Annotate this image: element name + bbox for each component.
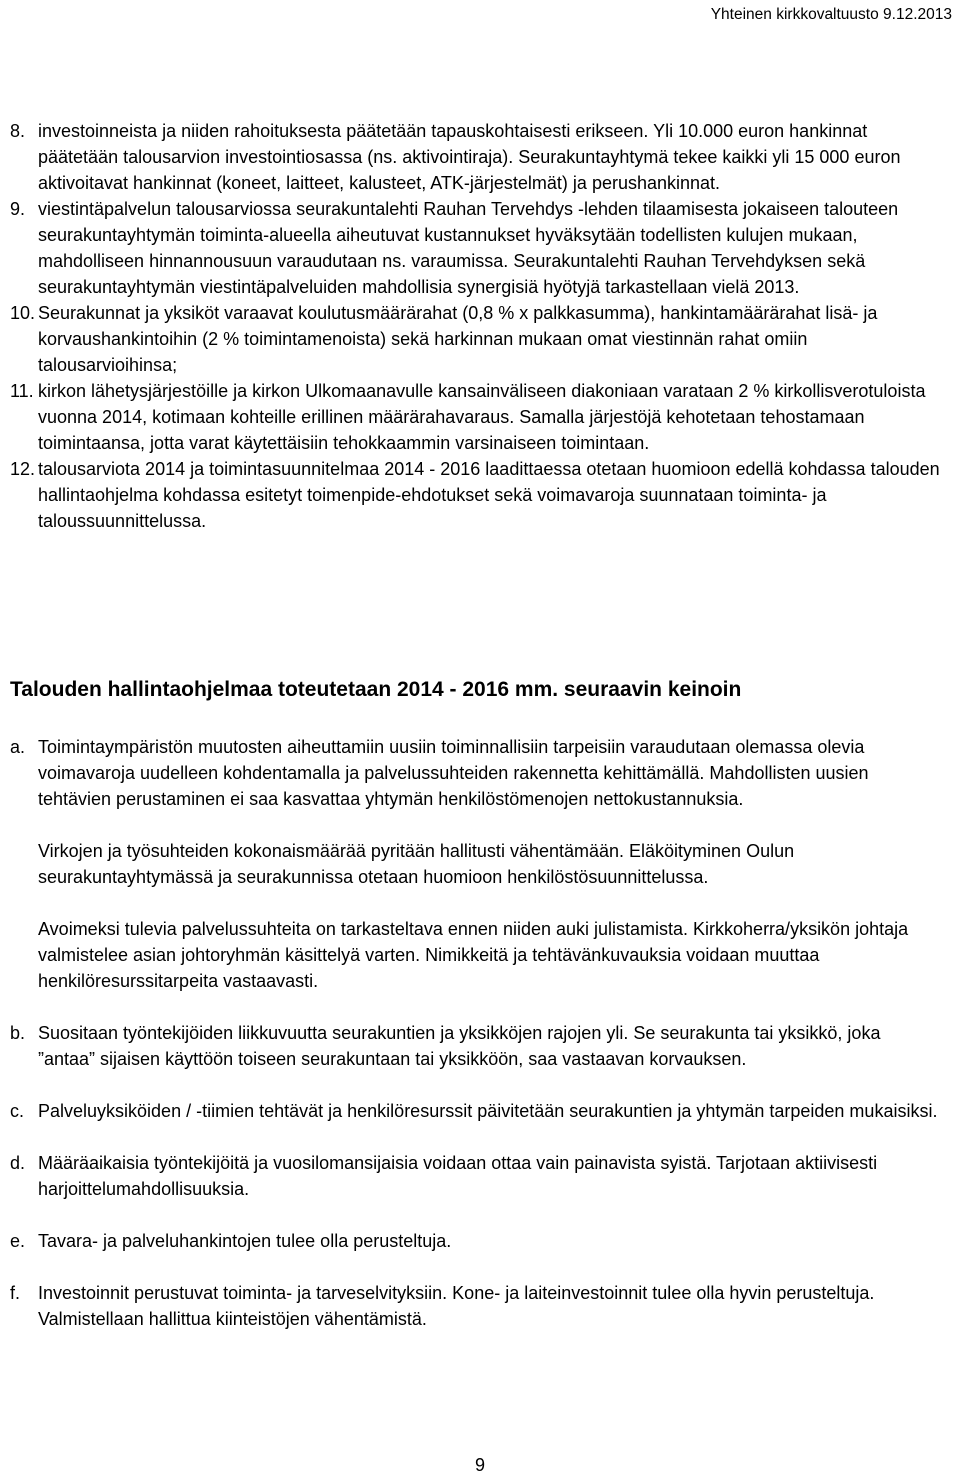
item-label: d. <box>10 1153 26 1173</box>
numbered-list <box>10 118 940 534</box>
list-item <box>10 1098 940 1124</box>
item-label: f. <box>10 1283 21 1303</box>
page-number: 9 <box>474 1455 485 1475</box>
item-text: kirkon lähetysjärjestöille ja kirkon Ulkomaanavulle kansainväliseen diakoniaan varataan 2 % kirkollisverotuloista vuonna 2014, kotimaan kohteille erillinen määrärahavaraus. Samalla järjestöjä kehotetaan tehostamaan toimintaansa, jotta varat käytettäisiin tehokkaammin varsinaiseen toimintaan. <box>38 381 926 453</box>
paragraph: Palveluyksiköiden / -tiimien tehtävät ja henkilöresurssit päivitetään seurakuntien ja yhtymän tarpeiden mukaisiksi. <box>38 1101 938 1121</box>
paragraph: Investoinnit perustuvat toiminta- ja tarveselvityksiin. Kone- ja laiteinvestoinnit tulee olla hyvin perusteltuja. Valmistellaan hallittua kiinteistöjen vähentämistä. <box>38 1283 875 1329</box>
lettered-list <box>10 734 940 1332</box>
item-body <box>38 1098 940 1124</box>
item-label: a. <box>10 737 26 757</box>
paragraph: Avoimeksi tulevia palvelussuhteita on tarkasteltava ennen niiden auki julistamista. Kirkkoherra/yksikön johtaja valmistelee asian johtoryhmän käsittelyä varten. Nimikkeitä ja tehtävänkuvauksia voidaan muuttaa henkilöresurssitarpeita vastaavasti. <box>38 919 909 991</box>
paragraph: Suositaan työntekijöiden liikkuvuutta seurakuntien ja yksikköjen rajojen yli. Se seurakunta tai yksikkö, joka ”antaa” sijaisen käyttöön toiseen seurakuntaan tai yksikköön, saa vastaavan korvauksen. <box>38 1023 881 1069</box>
item-number: 12. <box>10 459 36 479</box>
list-item <box>10 734 940 994</box>
section-heading: Talouden hallintaohjelmaa toteutetaan 2014 - 2016 mm. seuraavin keinoin <box>10 678 742 701</box>
list-item <box>10 456 940 534</box>
item-text: Seurakunnat ja yksiköt varaavat koulutusmäärärahat (0,8 % x palkkasumma), hankintamäärärahat lisä- ja korvaushankintoihin (2 % toimintamenoista) sekä harkinnan mukaan omat viestinnän rahat omiin talousarvioihinsa; <box>38 303 878 375</box>
paragraph: Virkojen ja työsuhteiden kokonaismäärää pyritään hallitusti vähentämään. Eläköityminen Oulun seurakuntayhtymässä ja seurakunnissa otetaan huomioon henkilöstösuunnittelussa. <box>38 841 795 887</box>
list-item <box>10 378 940 456</box>
paragraph: Toimintaympäristön muutosten aiheuttamiin uusiin toiminnallisiin tarpeisiin varaudutaan olemassa olevia voimavaroja uudelleen kohdentamalla ja palvelussuhteiden rakennetta kehittämällä. Mahdollisten uusien tehtävien perustaminen ei saa kasvattaa yhtymän henkilöstömenojen nettokustannuksia. <box>38 737 869 809</box>
item-text: investoinneista ja niiden rahoituksesta päätetään tapauskohtaisesti erikseen. Yli 10.000 euron hankinnat päätetään talousarvion investointiosassa (ns. aktivointiraja). Seurakuntayhtymä tekee kaikki yli 15 000 euron aktivoitavat hankinnat (koneet, laitteet, kalusteet, ATK-järjestelmät) ja perushankinnat. <box>38 121 901 193</box>
list-item <box>10 118 940 196</box>
list-item <box>10 300 940 378</box>
item-text: talousarviota 2014 ja toimintasuunnitelmaa 2014 - 2016 laadittaessa otetaan huomioon edellä kohdassa talouden hallintaohjelma kohdassa esitetyt toimenpide-ehdotukset sekä voimavaroja suunnataan toiminta- ja taloussuunnittelussa. <box>38 459 940 531</box>
paragraph: Tavara- ja palveluhankintojen tulee olla perusteltuja. <box>38 1231 452 1251</box>
item-label: c. <box>10 1101 25 1121</box>
list-item <box>10 1150 940 1202</box>
item-body <box>38 1228 940 1254</box>
item-body <box>38 1280 940 1332</box>
list-item <box>10 196 940 300</box>
document-header: Yhteinen kirkkovaltuusto 9.12.2013 <box>710 6 952 23</box>
item-body <box>38 1020 940 1072</box>
item-number: 10. <box>10 303 36 323</box>
paragraph: Määräaikaisia työntekijöitä ja vuosilomansijaisia voidaan ottaa vain painavista syistä. Tarjotaan aktiivisesti harjoittelumahdollisuuksia. <box>38 1153 878 1199</box>
item-label: b. <box>10 1023 26 1043</box>
item-label: e. <box>10 1231 26 1251</box>
list-item <box>10 1020 940 1072</box>
item-text: viestintäpalvelun talousarviossa seurakuntalehti Rauhan Tervehdys -lehden tilaamisesta jokaiseen talouteen seurakuntayhtymän toiminta-alueella aiheutuvat kustannukset hyväksytään todellisten kulujen mukaan, mahdolliseen hinnannousuun varaudutaan ns. varaumissa. Seurakuntalehti Rauhan Tervehdyksen sekä seurakuntayhtymän viestintäpalveluiden mahdollisia synergisiä hyötyjä tarkastellaan vielä 2013. <box>38 199 899 297</box>
item-number: 9. <box>10 199 26 219</box>
item-body <box>38 1150 940 1202</box>
item-number: 8. <box>10 121 26 141</box>
item-number: 11. <box>10 381 34 401</box>
list-item <box>10 1280 940 1332</box>
list-item <box>10 1228 940 1254</box>
item-body <box>38 734 940 994</box>
